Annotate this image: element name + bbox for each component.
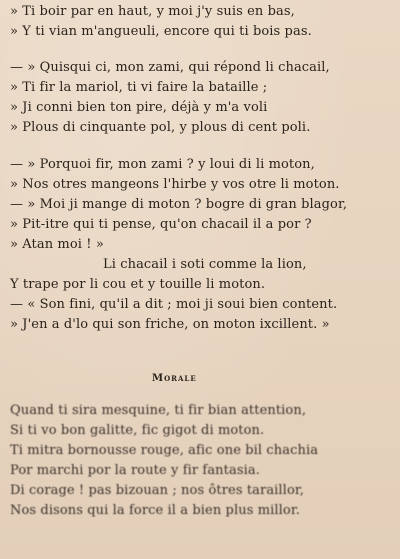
text-line: » Ti fir la mariol, ti vi faire la bataille ;	[10, 80, 268, 95]
text-line: Nos disons qui la force il a bien plus millor.	[10, 503, 300, 518]
text-line: Ti mitra bornousse rouge, afic one bil chachia	[10, 443, 319, 458]
text-line: — » Porquoi fir, mon zami ? y loui di li moton,	[10, 157, 315, 172]
text-line: » Ti boir par en haut, y moi j'y suis en bas,	[10, 4, 295, 19]
text-line: Li chacail i soti comme la lion,	[103, 257, 307, 272]
text-line: » Plous di cinquante pol, y plous di cent poli.	[10, 120, 311, 135]
text-line: — « Son fini, qu'il a dit ; moi ji soui bien content.	[10, 297, 338, 312]
text-line: » Nos otres mangeons l'hirbe y vos otre li moton.	[10, 177, 340, 192]
text-line: Quand ti sira mesquine, ti fir bian attention,	[10, 403, 307, 418]
morale-heading: Morale	[152, 373, 197, 384]
text-line: » Pit-itre qui ti pense, qu'on chacail il a por ?	[10, 217, 312, 232]
text-line: Si ti vo bon galitte, fic gigot di moton.	[10, 423, 265, 438]
text-line: » Atan moi ! »	[10, 237, 104, 252]
text-line: Di corage ! pas bizouan ; nos ôtres taraillor,	[10, 483, 304, 498]
text-line: Y trape por li cou et y touille li moton.	[10, 277, 266, 292]
text-line: » J'en a d'lo qui son friche, on moton ixcillent. »	[10, 317, 330, 332]
text-line: — » Quisqui ci, mon zami, qui répond li chacail,	[10, 60, 330, 75]
text-line: Por marchi por la route y fir fantasia.	[10, 463, 260, 478]
text-line: » Ji conni bien ton pire, déjà y m'a voli	[10, 100, 268, 115]
text-line: » Y ti vian m'angueuli, encore qui ti bois pas.	[10, 24, 312, 39]
text-line: — » Moi ji mange di moton ? bogre di gran blagor,	[10, 197, 348, 212]
